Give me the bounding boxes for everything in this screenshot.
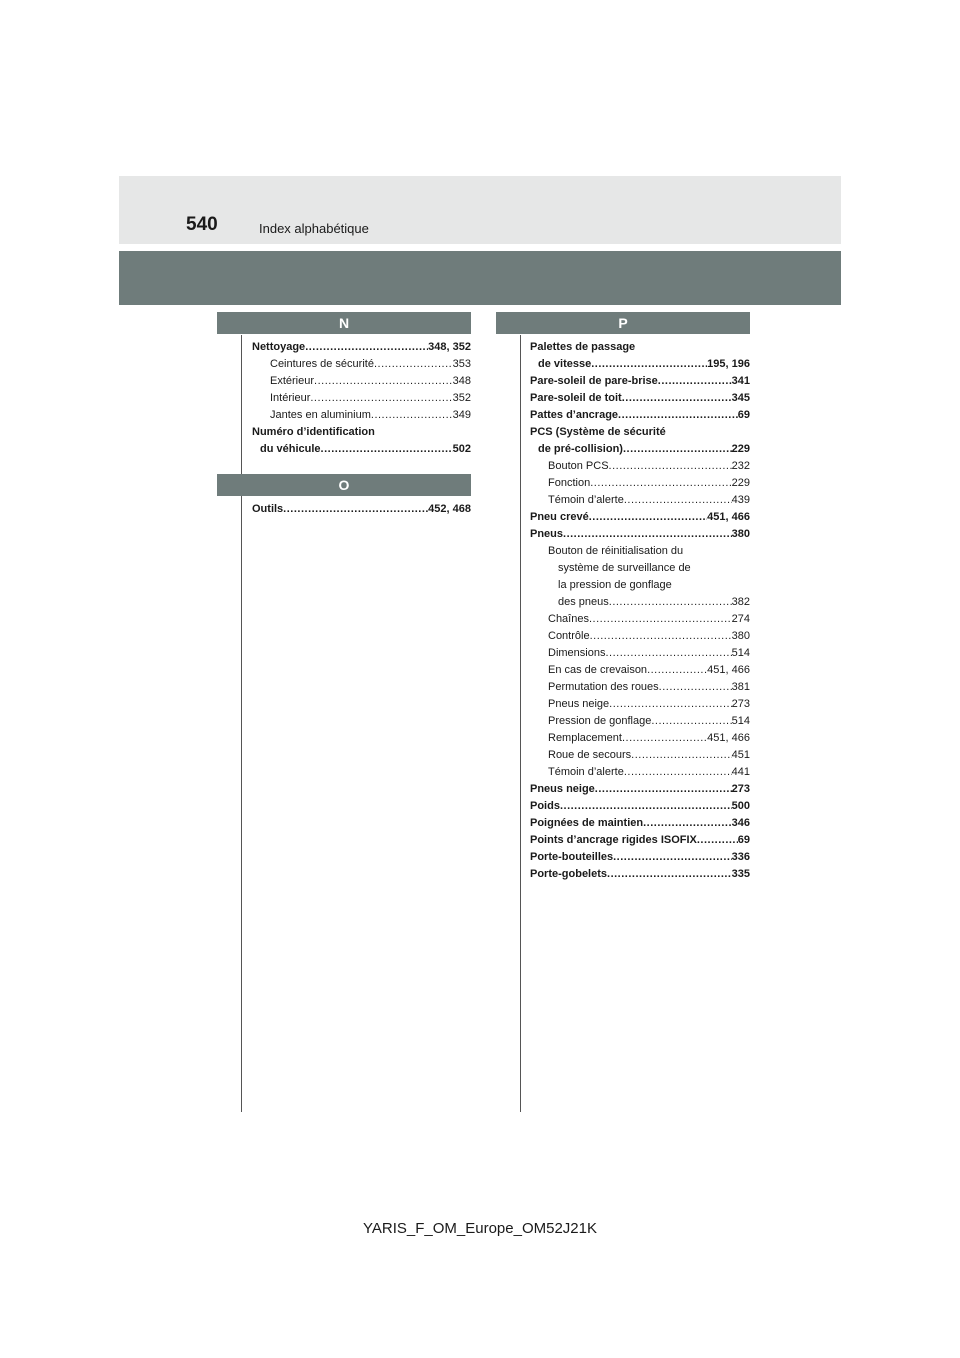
dot-leader [618, 407, 738, 424]
index-entry [252, 339, 471, 356]
dot-leader [651, 713, 731, 730]
entry-list-n [241, 339, 471, 458]
dot-leader [613, 849, 732, 866]
dot-leader [607, 866, 732, 883]
entry-term: Outils [252, 503, 284, 515]
dot-leader [624, 764, 732, 781]
index-entry [530, 645, 750, 662]
dot-leader [589, 611, 732, 628]
dot-leader [590, 475, 731, 492]
entry-term: Porte-bouteilles [530, 851, 614, 863]
entry-page: 514 [731, 647, 750, 659]
entry-page: 451, 466 [707, 664, 750, 676]
dot-leader [283, 501, 428, 518]
entry-term: Ceintures de sécurité [270, 358, 374, 370]
entry-term: Témoin d’alerte [548, 494, 624, 506]
dot-leader [609, 696, 731, 713]
entry-term: Pare-soleil de toit [530, 392, 622, 404]
index-entry [530, 628, 750, 645]
entry-term: Témoin d’alerte [548, 766, 624, 778]
entry-page: 195, 196 [707, 358, 750, 370]
document-code: YARIS_F_OM_Europe_OM52J21K [362, 1220, 597, 1237]
entry-term: système de surveillance de [558, 562, 691, 574]
entry-page: 380 [731, 528, 750, 540]
entry-term: Roue de secours [548, 749, 632, 761]
index-entry [530, 849, 750, 866]
dot-leader [314, 373, 453, 390]
index-entry [530, 441, 750, 458]
dot-leader [560, 798, 732, 815]
dot-leader [371, 407, 453, 424]
entry-term: Porte-gobelets [530, 868, 608, 880]
dot-leader [590, 628, 732, 645]
index-entry [530, 424, 750, 441]
header-dark-band [119, 251, 841, 305]
index-entry [530, 492, 750, 509]
entry-page: 349 [452, 409, 471, 421]
index-entry [530, 696, 750, 713]
entry-term: Contrôle [548, 630, 590, 642]
entry-term: Intérieur [270, 392, 311, 404]
index-entry [530, 730, 750, 747]
entry-page: 341 [731, 375, 750, 387]
entry-term: Pattes d’ancrage [530, 409, 619, 421]
index-entry [530, 509, 750, 526]
index-entry [530, 390, 750, 407]
entry-page: 382 [731, 596, 750, 608]
section-title: Index alphabétique [259, 221, 369, 236]
dot-leader [647, 662, 707, 679]
entry-page: 441 [731, 766, 750, 778]
entry-page: 229 [731, 477, 750, 489]
dot-leader [310, 390, 452, 407]
index-entry [530, 339, 750, 356]
index-entry [530, 407, 750, 424]
dot-leader [658, 373, 732, 390]
entry-list-p [520, 339, 750, 883]
entry-term: Jantes en aluminium [270, 409, 371, 421]
index-entry [252, 356, 471, 373]
entry-term: Pression de gonflage [548, 715, 652, 727]
dot-leader [595, 781, 732, 798]
entry-page: 345 [731, 392, 750, 404]
index-entry [530, 747, 750, 764]
entry-term: des pneus [558, 596, 609, 608]
index-entry [252, 390, 471, 407]
index-entry [530, 543, 750, 560]
dot-leader [631, 747, 731, 764]
index-entry [252, 424, 471, 441]
entry-term: Bouton PCS [548, 460, 609, 472]
entry-term: du véhicule [260, 443, 321, 455]
entry-term: la pression de gonflage [558, 579, 672, 591]
index-entry [530, 866, 750, 883]
index-entry [530, 356, 750, 373]
index-entry [530, 458, 750, 475]
index-entry [530, 560, 750, 577]
entry-page: 273 [731, 783, 750, 795]
entry-page: 348, 352 [428, 341, 471, 353]
entry-term: Pneus neige [548, 698, 610, 710]
entry-term: Bouton de réinitialisation du [548, 545, 684, 557]
entry-term: Poids [530, 800, 560, 812]
index-entry [252, 501, 471, 518]
entry-page: 352 [452, 392, 471, 404]
index-entry [530, 526, 750, 543]
entry-term: Permutation des roues [548, 681, 659, 693]
entry-term: de pré-collision) [538, 443, 623, 455]
dot-leader [374, 356, 453, 373]
entry-term: Palettes de passage [530, 341, 636, 353]
entry-term: Chaînes [548, 613, 589, 625]
index-entry [252, 441, 471, 458]
entry-page: 273 [731, 698, 750, 710]
index-section-p [520, 312, 750, 883]
entry-page: 439 [731, 494, 750, 506]
entry-page: 353 [452, 358, 471, 370]
header-band [119, 176, 841, 244]
entry-page: 348 [452, 375, 471, 387]
section-letter-n: N [217, 312, 471, 334]
dot-leader [622, 390, 732, 407]
dot-leader [591, 356, 707, 373]
index-entry [530, 594, 750, 611]
index-entry [530, 713, 750, 730]
entry-term: Pneus neige [530, 783, 595, 795]
section-letter-o: O [217, 474, 471, 496]
index-entry [530, 611, 750, 628]
entry-page: 381 [731, 681, 750, 693]
entry-page: 451, 466 [707, 732, 750, 744]
dot-leader [659, 679, 732, 696]
entry-page: 69 [737, 409, 750, 421]
dot-leader [589, 509, 707, 526]
dot-leader [624, 492, 732, 509]
entry-page: 335 [731, 868, 750, 880]
entry-page: 336 [731, 851, 750, 863]
entry-term: Nettoyage [252, 341, 306, 353]
index-section-n [241, 312, 471, 458]
entry-page: 69 [737, 834, 750, 846]
index-entry [530, 832, 750, 849]
index-entry [530, 798, 750, 815]
index-entry [252, 407, 471, 424]
entry-term: Remplacement [548, 732, 622, 744]
entry-term: Numéro d’identification [252, 426, 375, 438]
entry-term: Pneus [530, 528, 564, 540]
entry-term: Points d’ancrage rigides ISOFIX [530, 834, 697, 846]
page-number: 540 [186, 214, 218, 235]
entry-page: 346 [731, 817, 750, 829]
dot-leader [321, 441, 453, 458]
entry-term: Poignées de maintien [530, 817, 644, 829]
index-entry [530, 781, 750, 798]
dot-leader [622, 730, 707, 747]
entry-term: Extérieur [270, 375, 315, 387]
index-section-o [241, 474, 471, 518]
entry-page: 229 [731, 443, 750, 455]
index-entry [530, 764, 750, 781]
entry-term: de vitesse [538, 358, 592, 370]
index-entry [530, 577, 750, 594]
entry-term: En cas de crevaison [548, 664, 648, 676]
dot-leader [563, 526, 732, 543]
dot-leader [609, 458, 732, 475]
index-entry [530, 662, 750, 679]
entry-term: Dimensions [548, 647, 606, 659]
dot-leader [623, 441, 732, 458]
entry-list-o [241, 501, 471, 518]
index-entry [530, 815, 750, 832]
dot-leader [697, 832, 738, 849]
entry-term: Pare-soleil de pare-brise [530, 375, 658, 387]
entry-term: Fonction [548, 477, 591, 489]
dot-leader [605, 645, 731, 662]
index-entry [530, 373, 750, 390]
entry-page: 274 [731, 613, 750, 625]
index-entry [252, 373, 471, 390]
section-letter-p: P [496, 312, 750, 334]
entry-page: 452, 468 [428, 503, 471, 515]
entry-page: 502 [452, 443, 471, 455]
entry-term: Pneu crevé [530, 511, 589, 523]
entry-page: 514 [731, 715, 750, 727]
entry-page: 380 [731, 630, 750, 642]
dot-leader [643, 815, 732, 832]
entry-page: 451 [731, 749, 750, 761]
entry-page: 500 [731, 800, 750, 812]
index-entry [530, 475, 750, 492]
entry-page: 451, 466 [707, 511, 750, 523]
dot-leader [305, 339, 428, 356]
entry-term: PCS (Système de sécurité [530, 426, 666, 438]
index-entry [530, 679, 750, 696]
dot-leader [609, 594, 732, 611]
entry-page: 232 [731, 460, 750, 472]
